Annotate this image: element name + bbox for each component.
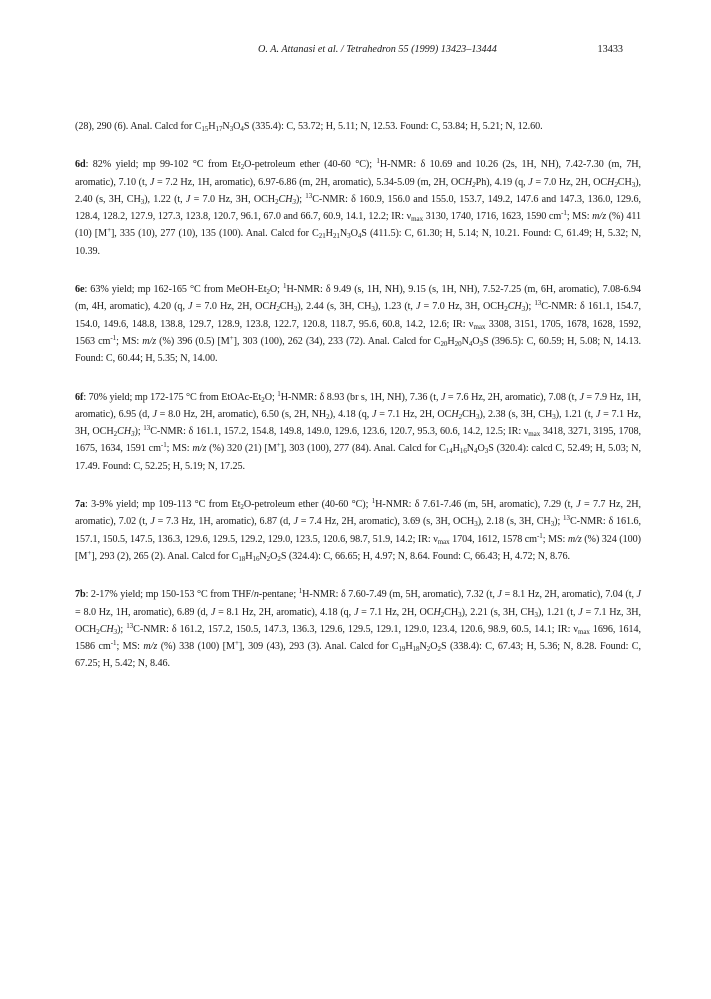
page-header: [0, 44, 711, 60]
entry-text: : 3-9% yield; mp 109-113 °C from $Et_2O$-petroleum ether (40-60 °C); $^1$H-NMR: δ 7.61-7.46 (m, 5H, aromatic), 7.29 (t, J = 7.7 Hz, 2H, aromatic), 7.02 (t, J = 7.3 Hz, 1H, aromatic), 6.87 (d, J = 7.4 Hz, 2H, aromatic), 3.69 (s, 3H, $OCH_3$), 2.18 (s, 3H, $CH_3$); $^{13}$C-NMR: δ 161.6, 157.1, 150.5, 147.5, 136.3, 129.6, 129.5, 129.2, 129.0, 123.5, 120.6, 98.7, 51.9, 14.2; IR: $\nu_{max}$ 1704, 1612, 1578 $cm^{-1}$; MS: m/z (%) 324 (100) [M+], 293 (2), 265 (2). Anal. Calcd for $C_{18}H_{16}N_2O_2S$ (324.4): C, 66.65; H, 4.97; N, 8.64. Found: C, 66.43; H, 4.72; N, 8.76.: [75, 497, 641, 563]
running-head: O. A. Attanasi et al. / Tetrahedron 55 (1999) 13423–13444: [258, 44, 497, 55]
entry-text: (28), 290 (6). Anal. Calcd for $C_{15}H_{17}N_3O_4S$ (335.4): C, 53.72; H, 5.11; N, 12.53. Found: C, 53.84; H, 5.21; N, 12.60.: [75, 121, 543, 133]
entry-text: : 63% yield; mp 162-165 °C from MeOH-$Et_2O$; $^1$H-NMR: δ 9.49 (s, 1H, NH), 9.15 (s, 1H, NH), 7.52-7.25 (m, 6H, aromatic), 7.08-6.94 (m, 4H, aromatic), 4.20 (q, J = 7.0 Hz, 2H, $OCH_2CH_3$), 2.44 (s, 3H, $CH_3$), 1.23 (t, J = 7.0 Hz, 3H, $OCH_2CH_3$); $^{13}$C-NMR: δ 161.1, 154.7, 154.0, 149.6, 148.8, 138.8, 129.7, 128.9, 123.8, 122.7, 120.8, 118.7, 95.6, 60.8, 14.2, 12.6; IR: $\nu_{max}$ 3308, 3151, 1705, 1678, 1628, 1592, 1563 $cm^{-1}$; MS: m/z (%) 396 (0.5) [M+], 303 (100), 262 (34), 233 (72). Anal. Calcd for $C_{20}H_{20}N_4O_3S$ (396.5): C, 60.59; H, 5.08; N, 14.13. Found: C, 60.44; H, 5.35; N, 14.00.: [75, 282, 641, 365]
compound-label: 6d: [75, 159, 86, 171]
entry-6c-continuation: [75, 118, 641, 135]
entry-7b: [75, 586, 641, 672]
entry-text: : 70% yield; mp 172-175 °C from EtOAc-$Et_2O$; $^1$H-NMR: δ 8.93 (br s, 1H, NH), 7.36 (t, J = 7.6 Hz, 2H, aromatic), 7.08 (t, J = 7.9 Hz, 1H, aromatic), 6.95 (d, J = 8.0 Hz, 2H, aromatic), 6.50 (s, 2H, $NH_2$), 4.18 (q, J = 7.1 Hz, 2H, $OCH_2CH_3$), 2.38 (s, 3H, $CH_3$), 1.21 (t, J = 7.1 Hz, 3H, $OCH_2CH_3$); $^{13}$C-NMR: δ 161.1, 157.2, 154.8, 149.8, 149.0, 129.6, 123.6, 120.7, 95.3, 60.6, 14.2, 12.5; IR: $\nu_{max}$ 3418, 3271, 3195, 1708, 1675, 1634, 1591 $cm^{-1}$; MS: m/z (%) 320 (21) [M+], 303 (100), 277 (84). Anal. Calcd for $C_{14}H_{16}N_4O_3S$ (320.4): calcd C, 52.49; H, 5.03; N, 17.49. Found: C, 52.25; H, 5.19; N, 17.25.: [75, 389, 642, 472]
entry-6e: [75, 281, 641, 367]
entry-6f: [75, 389, 641, 475]
entry-6d: [75, 156, 641, 260]
compound-label: 6f: [75, 391, 84, 403]
entry-text: : 82% yield; mp 99-102 °C from $Et_2O$-petroleum ether (40-60 °C); $^1$H-NMR: δ 10.69 and 10.26 (2s, 1H, NH), 7.42-7.30 (m, 7H, aromatic), 7.10 (t, J = 7.2 Hz, 1H, aromatic), 6.97-6.86 (m, 2H, aromatic), 5.34-5.09 (m, 2H, $OCH_2Ph$), 4.19 (q, J = 7.0 Hz, 2H, $OCH_2CH_3$), 2.40 (s, 3H, $CH_3$), 1.22 (t, J = 7.0 Hz, 3H, $OCH_2CH_3$); $^{13}$C-NMR: δ 160.9, 156.0 and 155.0, 153.7, 149.2, 147.6 and 147.3, 136.0, 129.6, 128.4, 128.2, 127.9, 127.3, 123.8, 120.7, 96.1, 67.0 and 66.7, 60.9, 14.1, 12.2; IR: $\nu_{max}$ 3130, 1740, 1716, 1623, 1590 $cm^{-1}$; MS: m/z (%) 411 (10) [M+], 335 (10), 277 (10), 135 (100). Anal. Calcd for $C_{21}H_{21}N_3O_4S$ (411.5): C, 61.30; H, 5.14; N, 10.21. Found: C, 61.49; H, 5.32; N, 10.39.: [75, 157, 641, 257]
entry-text: : 2-17% yield; mp 150-153 °C from THF/n-pentane; $^1$H-NMR: δ 7.60-7.49 (m, 5H, aromatic), 7.32 (t, J = 8.1 Hz, 2H, aromatic), 7.04 (t, J = 8.0 Hz, 1H, aromatic), 6.89 (d, J = 8.1 Hz, 2H, aromatic), 4.18 (q, J = 7.1 Hz, 2H, $OCH_2CH_3$), 2.21 (s, 3H, $CH_3$), 1.21 (t, J = 7.1 Hz, 3H, $OCH_2CH_3$); $^{13}$C-NMR: δ 161.2, 157.2, 150.5, 147.3, 136.3, 129.6, 129.5, 129.1, 129.0, 123.4, 120.6, 98.9, 60.5, 14.1; IR: $\nu_{max}$ 1696, 1614, 1586 $cm^{-1}$; MS: m/z (%) 338 (100) [M+], 309 (43), 293 (3). Anal. Calcd for $C_{19}H_{18}N_2O_2S$ (338.4): C, 67.43; H, 5.36; N, 8.28. Found: C, 67.25; H, 5.42; N, 8.46.: [75, 587, 641, 670]
entry-7a: [75, 496, 641, 565]
experimental-section: [75, 118, 641, 694]
compound-label: 6e: [75, 284, 85, 296]
compound-label: 7b: [75, 589, 86, 601]
compound-label: 7a: [75, 499, 86, 511]
page-number: 13433: [597, 44, 623, 55]
